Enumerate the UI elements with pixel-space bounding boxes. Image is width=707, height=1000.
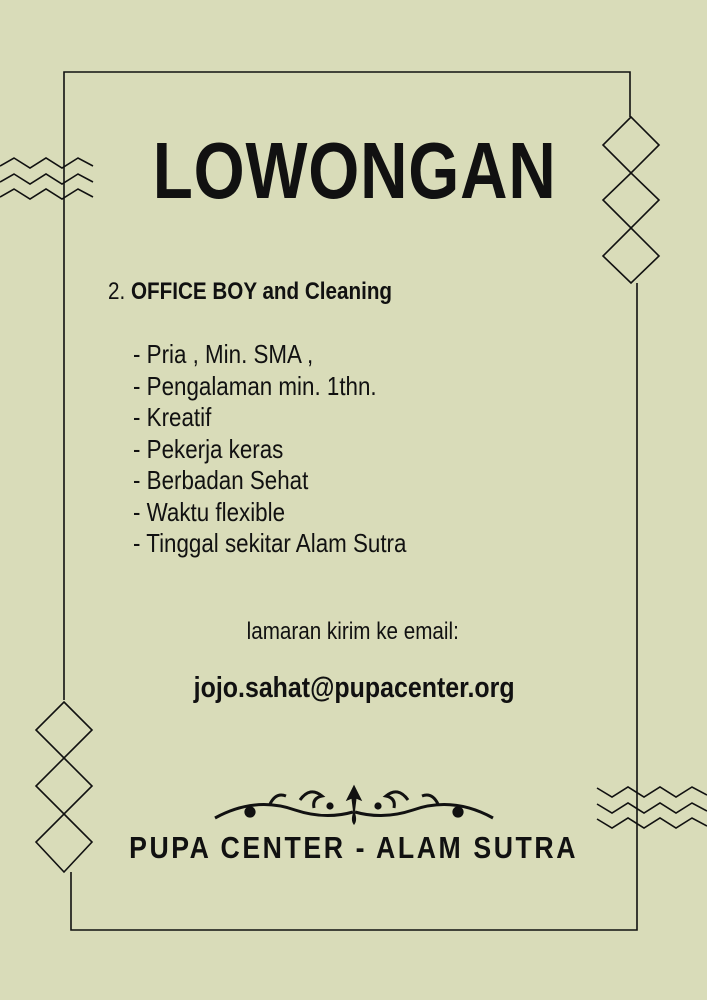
requirement-item: - Pria , Min. SMA , — [133, 339, 314, 369]
flourish-ornament — [215, 786, 493, 824]
requirement-item: - Pekerja keras — [133, 433, 284, 464]
requirement-item: - Kreatif — [133, 402, 212, 432]
requirement-item: - Pengalaman min. 1thn. — [133, 370, 377, 401]
zigzag-right — [597, 787, 707, 828]
apply-instruction: lamaran kirim ke email: — [246, 618, 459, 645]
contact-email: jojo.sahat@pupacenter.org — [193, 672, 515, 704]
requirement-item: - Berbadan Sehat — [133, 465, 309, 495]
job-heading — [108, 278, 392, 306]
requirement-item: - Tinggal sekitar Alam Sutra — [133, 528, 407, 558]
requirements-list — [133, 339, 406, 560]
requirement-item: - Waktu flexible — [133, 496, 286, 527]
company-footer: PUPA CENTER - ALAM SUTRA — [129, 830, 579, 865]
page-title: LOWONGAN — [152, 126, 557, 215]
job-name: OFFICE BOY and Cleaning — [130, 278, 393, 305]
job-number: 2. — [108, 278, 126, 305]
